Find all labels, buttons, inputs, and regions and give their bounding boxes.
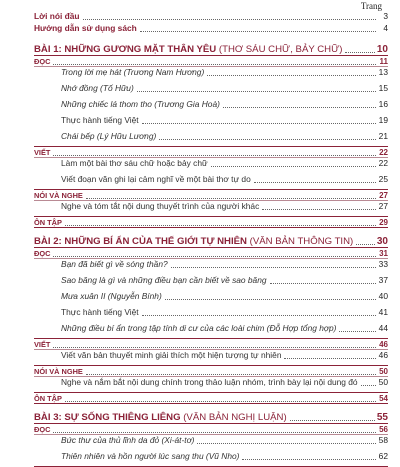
- front-matter-entry-title: Hướng dẫn sử dụng sách: [34, 23, 137, 33]
- dot-leader: [142, 313, 376, 316]
- toc-entry-page-number: 33: [378, 259, 388, 269]
- toc-entry-title: Nghe và tóm tắt nội dung thuyết trình của người khác: [61, 201, 260, 211]
- toc-entry-page-number: 44: [378, 323, 388, 333]
- section-heading-title: ĐỌC: [34, 57, 51, 66]
- section-heading-title: ĐỌC: [34, 249, 51, 258]
- dot-leader: [171, 265, 376, 268]
- dot-leader: [53, 254, 376, 257]
- toc-entry-title: Mưa xuân II (Nguyễn Bính): [61, 291, 162, 301]
- dot-leader: [65, 399, 376, 402]
- toc-entry-title: Viết văn bản thuyết minh giải thích một hiện tượng tự nhiên: [61, 350, 282, 360]
- toc-entry-page-number: 19: [378, 115, 388, 125]
- lesson-title: BÀI 1: NHỮNG GƯƠNG MẶT THÂN YÊU: [34, 44, 217, 55]
- toc-entry[interactable]: [61, 350, 388, 361]
- dot-leader: [137, 89, 376, 92]
- dot-leader: [270, 281, 376, 284]
- dot-leader: [356, 242, 375, 245]
- front-matter-entry-page-number: 4: [383, 23, 388, 33]
- dot-leader: [339, 329, 376, 332]
- toc-entry-page-number: 16: [378, 99, 388, 109]
- section-heading-page-number: 22: [379, 148, 388, 157]
- section-heading-title: NÓI VÀ NGHE: [34, 191, 83, 200]
- toc-entry-title: Bức thư của thủ lĩnh da đỏ (Xi-át-tơ): [61, 435, 195, 445]
- section-heading-page-number: 27: [379, 191, 388, 200]
- dot-leader: [165, 297, 376, 300]
- lesson-genre: (VĂN BẢN THÔNG TIN): [246, 236, 354, 247]
- divider: [34, 227, 388, 228]
- toc-entry[interactable]: [61, 99, 388, 110]
- toc-entry-page-number: 13: [378, 67, 388, 77]
- toc-entry-page-number: 27: [378, 201, 388, 211]
- dot-leader: [53, 345, 376, 348]
- section-heading-page-number: 29: [379, 218, 388, 227]
- section-heading-page-number: 31: [379, 249, 388, 258]
- dot-leader: [53, 430, 376, 433]
- dot-leader: [65, 223, 376, 226]
- toc-entry[interactable]: [61, 451, 388, 462]
- toc-entry-page-number: 21: [378, 131, 388, 141]
- toc-entry-title: Thực hành tiếng Việt: [61, 115, 139, 125]
- dot-leader: [211, 164, 376, 167]
- toc-entry-page-number: 25: [378, 174, 388, 184]
- section-heading-title: NÓI VÀ NGHE: [34, 367, 83, 376]
- toc-entry-title: Sao băng là gì và những điều bạn cần biết về sao băng: [61, 275, 267, 285]
- page-column-label: Trang: [360, 1, 382, 11]
- toc-entry[interactable]: [61, 83, 388, 94]
- toc-entry[interactable]: [61, 67, 388, 78]
- dot-leader: [142, 121, 376, 124]
- toc-entry-title: Làm một bài thơ sáu chữ hoặc bảy chữ: [61, 158, 208, 168]
- section-heading-title: VIẾT: [34, 340, 51, 349]
- dot-leader: [53, 62, 376, 65]
- dot-leader: [159, 137, 376, 140]
- front-matter-entry-page-number: 3: [383, 11, 388, 21]
- toc-entry-page-number: 58: [378, 435, 388, 445]
- toc-entry-title: Trong lời mẹ hát (Trương Nam Hương): [61, 67, 205, 77]
- dot-leader: [262, 207, 376, 210]
- toc-entry-page-number: 46: [378, 350, 388, 360]
- toc-entry-title: Những điều bí ẩn trong tập tính di cư của các loài chim (Đỗ Hợp tổng hợp): [61, 323, 337, 333]
- toc-entry-page-number: 40: [378, 291, 388, 301]
- lesson-heading-page-number: 30: [376, 236, 388, 247]
- toc-entry-title: Bạn đã biết gì về sóng thần?: [61, 259, 168, 269]
- lesson-title: BÀI 3: SỰ SỐNG THIÊNG LIÊNG: [34, 412, 181, 423]
- front-matter-entry[interactable]: [34, 23, 388, 34]
- lesson-genre: (VĂN BẢN NGHỊ LUẬN): [180, 412, 287, 423]
- toc-entry-page-number: 50: [378, 377, 388, 387]
- dot-leader: [207, 73, 376, 76]
- toc-entry[interactable]: [61, 377, 388, 388]
- lesson-heading-page-number: 55: [376, 412, 388, 423]
- dot-leader: [290, 418, 375, 421]
- toc-entry-title: Những chiếc lá thom tho (Trương Gia Hoà): [61, 99, 220, 109]
- section-heading-page-number: 11: [379, 57, 388, 66]
- section-heading-title: VIẾT: [34, 148, 51, 157]
- toc-entry-page-number: 62: [378, 451, 388, 461]
- dot-leader: [197, 441, 376, 444]
- toc-entry[interactable]: [61, 201, 388, 212]
- dot-leader: [86, 372, 376, 375]
- section-heading-title: ÔN TẬP: [34, 394, 62, 403]
- toc-entry-page-number: 41: [378, 307, 388, 317]
- toc-entry[interactable]: [61, 323, 388, 334]
- dot-leader: [83, 17, 377, 20]
- section-heading-title: ĐỌC: [34, 425, 51, 434]
- toc-entry-page-number: 22: [378, 158, 388, 168]
- toc-entry-page-number: 15: [378, 83, 388, 93]
- toc-entry[interactable]: [61, 158, 388, 169]
- section-heading-page-number: 46: [379, 340, 388, 349]
- toc-entry[interactable]: [61, 259, 388, 270]
- lesson-heading-page-number: 10: [376, 44, 388, 55]
- dot-leader: [86, 196, 376, 199]
- dot-leader: [361, 383, 376, 386]
- toc-entry-title: Viết đoạn văn ghi lại cảm nghĩ về một bài thơ tự do: [61, 174, 251, 184]
- section-heading-page-number: 54: [379, 394, 388, 403]
- section-heading-title: ÔN TẬP: [34, 218, 62, 227]
- dot-leader: [284, 356, 376, 359]
- toc-entry-title: Nghe và nắm bắt nội dung chính trong thảo luận nhóm, trình bày lại nội dung đó: [61, 377, 358, 387]
- toc-entry[interactable]: [61, 131, 388, 142]
- dot-leader: [254, 180, 376, 183]
- toc-entry-title: Nhớ đồng (Tố Hữu): [61, 83, 134, 93]
- dot-leader: [140, 29, 376, 32]
- front-matter-entry[interactable]: [34, 11, 388, 22]
- toc-entry[interactable]: [61, 174, 388, 185]
- section-heading-page-number: 56: [379, 425, 388, 434]
- section-heading-page-number: 50: [379, 367, 388, 376]
- toc-entry-page-number: 37: [378, 275, 388, 285]
- toc-entry-title: Chái bếp (Lý Hữu Lương): [61, 131, 157, 141]
- dot-leader: [223, 105, 376, 108]
- lesson-title: BÀI 2: NHỮNG BÍ ẨN CỦA THẾ GIỚI TỰ NHIÊN: [34, 236, 247, 247]
- toc-entry[interactable]: [61, 307, 388, 318]
- dot-leader: [53, 153, 376, 156]
- toc-entry[interactable]: [61, 291, 388, 302]
- front-matter-entry-title: Lời nói đầu: [34, 11, 80, 21]
- toc-entry[interactable]: [61, 275, 388, 286]
- dot-leader: [345, 50, 374, 53]
- divider: [34, 403, 388, 404]
- toc-entry[interactable]: [61, 115, 388, 126]
- toc-entry[interactable]: [61, 435, 388, 446]
- toc-entry-title: Thực hành tiếng Việt: [61, 307, 139, 317]
- toc-entry-title: Thiên nhiên và hồn người lúc sang thu (Vũ Nho): [61, 451, 240, 461]
- lesson-genre: (THƠ SÁU CHỮ, BẢY CHỮ): [216, 44, 343, 55]
- dot-leader: [242, 457, 376, 460]
